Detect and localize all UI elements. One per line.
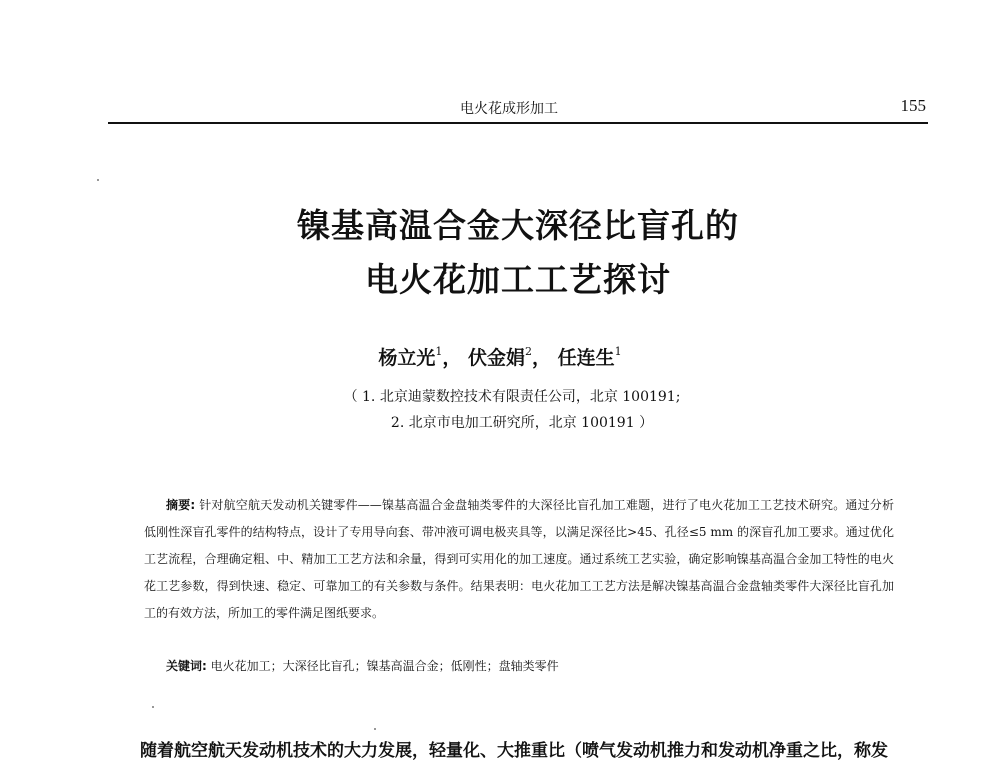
paper-title-line-1: 镍基高温合金大深径比盲孔的 xyxy=(297,206,739,245)
keywords-text: 电火花加工；大深径比盲孔；镍基高温合金；低刚性；盘轴类零件 xyxy=(210,659,559,673)
affiliation-line-1: （ 1. 北京迪蒙数控技术有限责任公司，北京 100191; xyxy=(343,389,681,405)
body-paragraph: 随着航空航天发动机技术的大力发展，轻量化、大推重比（喷气发动机推力和发动机净重之比，称发 xyxy=(140,741,888,761)
keywords-label: 关键词: xyxy=(166,659,207,673)
paper-title-line-2: 电火花加工工艺探讨 xyxy=(365,260,671,299)
author-affil-mark: 1 xyxy=(614,345,622,358)
page-number: 155 xyxy=(900,96,926,115)
scan-speck xyxy=(374,728,376,730)
author-name: 杨立光 xyxy=(378,347,436,369)
author-affil-mark: 1 xyxy=(435,345,443,358)
keywords xyxy=(166,657,559,674)
running-head-title: 电火花成形加工 xyxy=(460,101,558,117)
author-name: 任连生 xyxy=(557,347,615,369)
scan-speck xyxy=(152,706,154,708)
author-name: 伏金娟 xyxy=(467,347,525,369)
author-separator: ， xyxy=(532,347,552,369)
scan-speck xyxy=(97,179,99,181)
affiliation-line-2: 2. 北京市电加工研究所，北京 100191 ） xyxy=(390,415,654,431)
author-affil-mark: 2 xyxy=(525,345,532,358)
abstract-text: 针对航空航天发动机关键零件——镍基高温合金盘轴类零件的大深径比盲孔加工难题，进行了电火花加工工艺技术研究。通过分析低刚性深盲孔零件的结构特点，设计了专用导向套、带冲液可调电极夹具等，以满足深径比>45、孔径≤5 mm 的深盲孔加工要求。通过优化工艺流程，合理确定粗、中、精加工工艺方法和余量，得到可实用化的加工速度。通过系统工艺实验，确定影响镍基高温合金加工特性的电火花工艺参数，得到快速、稳定、可靠加工的有关参数与条件。结果表明：电火花加工工艺方法是解决镍基高温合金盘轴类零件大深径比盲孔加工的有效方法，所加工的零件满足图纸要求。 xyxy=(144,498,894,620)
running-head xyxy=(108,96,928,124)
abstract-label: 摘要: xyxy=(166,498,196,512)
author-separator: ， xyxy=(442,347,462,369)
abstract xyxy=(144,492,894,627)
author-list xyxy=(0,343,1000,370)
